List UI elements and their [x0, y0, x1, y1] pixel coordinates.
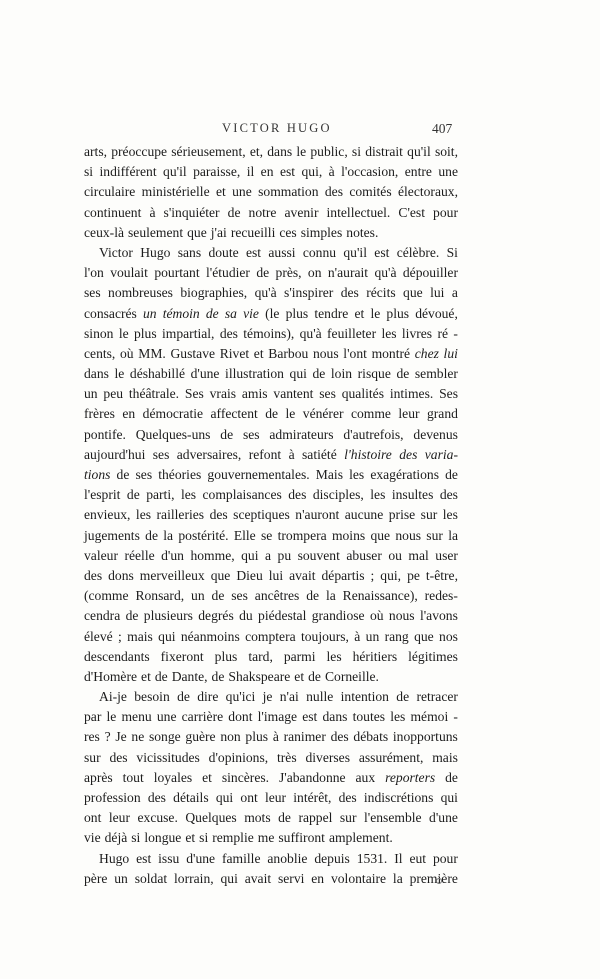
text-line: après tout loyales et sincères. J'abandonne aux reporters de — [84, 769, 458, 785]
text-line: envieux, les railleries des sceptiques n'auront aucune prise sur les — [84, 507, 458, 523]
text-line: profession des détails qui ont leur intérêt, des indiscrétions qui — [84, 790, 458, 805]
text-line: valeur réelle d'un homme, qui a pu souvent abuser ou mal user — [84, 547, 458, 563]
text-line: frères en démocratie affectent de le vénérer comme leur grand — [84, 406, 458, 422]
printer-mark — [436, 878, 442, 884]
text-line: un peu théâtrale. Ses vrais amis vantent ses qualités intimes. Ses — [84, 386, 458, 402]
text-line: des dons merveilleux que Dieu lui avait départis ; qui, pe t-être, — [84, 567, 458, 583]
text-line: l'on voulait pourtant l'étudier de près, on n'aurait qu'à dépouiller — [84, 265, 458, 281]
text-line: ses nombreuses biographies, qu'à s'inspirer des récits que lui a — [84, 285, 458, 301]
text-line: res ? Je ne songe guère non plus à ranimer des débats inopportuns — [84, 729, 458, 745]
text-line: continuent à s'inquiéter de notre avenir intellectuel. C'est pour — [84, 204, 458, 220]
text-line: ceux-là seulement que j'ai recueilli ces simples notes. — [84, 224, 379, 240]
running-title: VICTOR HUGO — [222, 121, 332, 135]
text-line: (comme Ronsard, un de ses ancêtres de la Renaissance), redes- — [84, 588, 458, 604]
text-line: pontife. Quelques-uns de ses admirateurs d'autrefois, devenus — [84, 426, 458, 442]
text-line: vie déjà si longue et si remplie me suffiront amplement. — [84, 830, 393, 846]
page-header — [0, 121, 600, 141]
text-line: par le menu une carrière dont l'image est dans toutes les mémoi - — [84, 709, 458, 725]
text-line: cendra de plusieurs degrés du piédestal grandiose où nous l'avons — [84, 608, 458, 624]
text-line: descendants fixeront plus tard, parmi les héritiers légitimes — [84, 648, 458, 664]
text-line: d'Homère et de Dante, de Shakspeare et de Corneille. — [84, 668, 379, 684]
text-line: arts, préoccupe sérieusement, et, dans le public, si distrait qu'il soit, — [84, 144, 458, 159]
text-line: sur des vicissitudes d'opinions, très diverses assurément, mais — [84, 749, 458, 765]
text-line: Victor Hugo sans doute est aussi connu qu'il est célèbre. Si — [99, 244, 458, 260]
text-line: circulaire ministérielle et une sommation des comités électoraux, — [84, 184, 458, 200]
text-line: jugements de la postérité. Elle se trompera moins que nous sur la — [84, 527, 458, 543]
text-line: Hugo est issu d'une famille anoblie depuis 1531. Il eut pour — [99, 850, 458, 866]
text-line: aujourd'hui ses adversaires, refont à satiété l'histoire des varia- — [84, 446, 458, 462]
text-line: dans le déshabillé d'une illustration qui de loin risque de sembler — [84, 366, 458, 382]
text-line: sinon le plus impartial, des témoins), qu'à feuilleter les livres ré - — [84, 325, 458, 341]
text-line: Ai-je besoin de dire qu'ici je n'ai nulle intention de retracer — [99, 689, 458, 705]
text-line: ont leur excuse. Quelques mots de rappel sur l'ensemble d'une — [84, 810, 458, 826]
body-text — [84, 142, 458, 889]
text-line: consacrés un témoin de sa vie (le plus tendre et le plus dévoué, — [84, 305, 458, 321]
text-line: si indifférent qu'il paraisse, il en est qui, à l'occasion, entre une — [84, 164, 458, 180]
text-line: tions de ses théories gouvernementales. Mais les exagérations de — [84, 467, 458, 482]
text-line: l'esprit de parti, les complaisances des disciples, les insultes des — [84, 487, 458, 503]
text-line: cents, où MM. Gustave Rivet et Barbou nous l'ont montré chez lui — [84, 345, 458, 361]
text-line: père un soldat lorrain, qui avait servi en volontaire la première — [84, 870, 458, 886]
page-number: 407 — [432, 121, 453, 136]
text-line: élevé ; mais qui néanmoins comptera toujours, à un rang que nos — [84, 628, 458, 644]
